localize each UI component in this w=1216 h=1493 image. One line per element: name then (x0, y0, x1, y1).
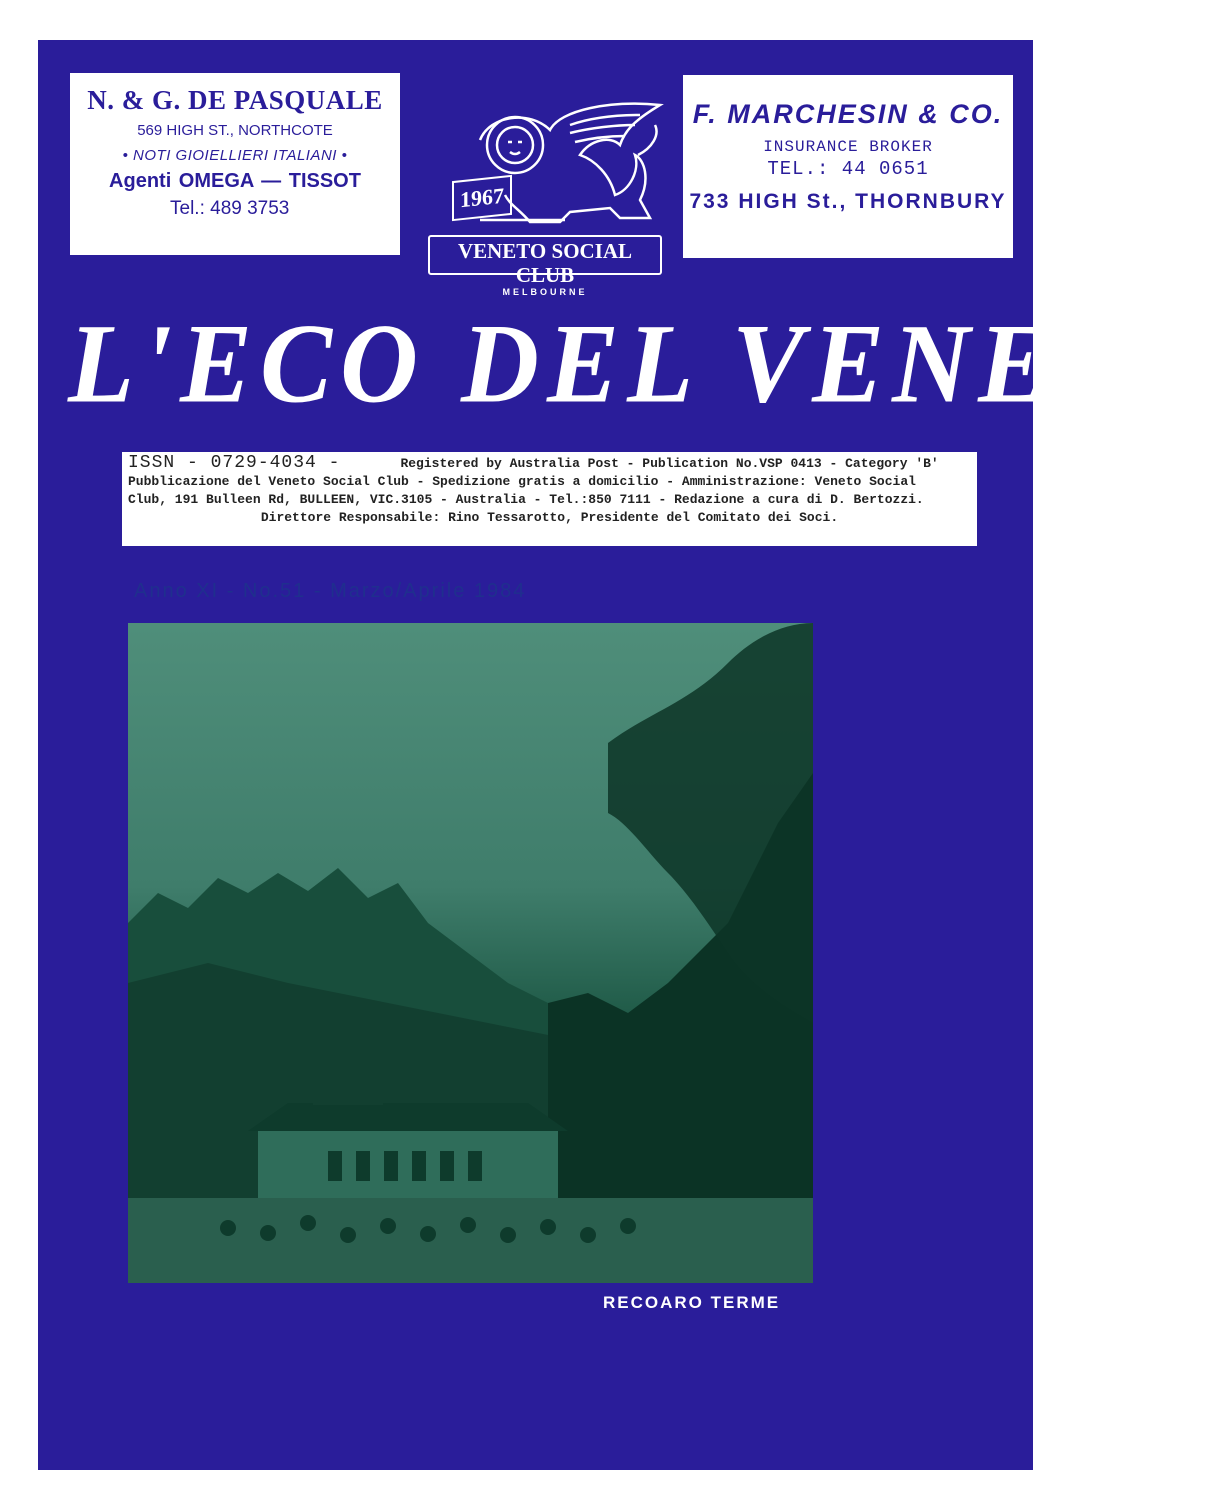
advertisement-de-pasquale (70, 73, 400, 255)
ad-left-tel: Tel.: 489 3753 (170, 198, 290, 219)
ad-left-agents: Agenti OMEGA — TISSOT (109, 170, 361, 192)
registration-text: Registered by Australia Post - Publication No.VSP 0413 - Category 'B' (400, 456, 939, 471)
cover-photo-recoaro-terme (128, 623, 813, 1283)
landscape-illustration (128, 623, 813, 1283)
info-line-3: Club, 191 Bulleen Rd, BULLEEN, VIC.3105 - Australia - Tel.:850 7111 - Redazione a cura di D. Bertozzi. (128, 492, 924, 507)
advertisement-marchesin (683, 75, 1013, 258)
issue-number: Anno XI - No.51 - Marzo/Aprile 1984 (134, 580, 527, 602)
publication-info-box (122, 452, 977, 546)
issn-line (128, 454, 971, 473)
masthead-title: L'ECO DEL VENETO (68, 302, 1216, 427)
ad-right-name: F. MARCHESIN & CO. (692, 99, 1004, 129)
ad-left-name: N. & G. DE PASQUALE (87, 85, 383, 115)
founded-year-badge: 1967 (452, 175, 512, 221)
issn-number: ISSN - 0729-4034 - (128, 453, 341, 473)
magazine-cover (38, 40, 1216, 1470)
club-name: VENETO SOCIAL CLUB (457, 239, 633, 287)
ad-right-tel: TEL.: 44 0651 (767, 158, 929, 180)
ad-right-role: INSURANCE BROKER (763, 138, 933, 156)
info-line-2: Pubblicazione del Veneto Social Club - Spedizione gratis a domicilio - Amministrazione: Veneto Social (128, 474, 916, 489)
ad-left-address: 569 HIGH ST., NORTHCOTE (137, 122, 333, 139)
club-name-label (428, 235, 662, 297)
info-line-4: Direttore Responsabile: Rino Tessarotto, Presidente del Comitato dei Soci. (260, 510, 839, 525)
club-city: MELBOURNE (502, 287, 588, 297)
club-logo (420, 100, 670, 297)
ad-left-tagline: • NOTI GIOIELLIERI ITALIANI • (122, 147, 348, 164)
ad-right-address: 733 HIGH St., THORNBURY (689, 190, 1007, 213)
photo-caption: RECOARO TERME (603, 1293, 781, 1312)
